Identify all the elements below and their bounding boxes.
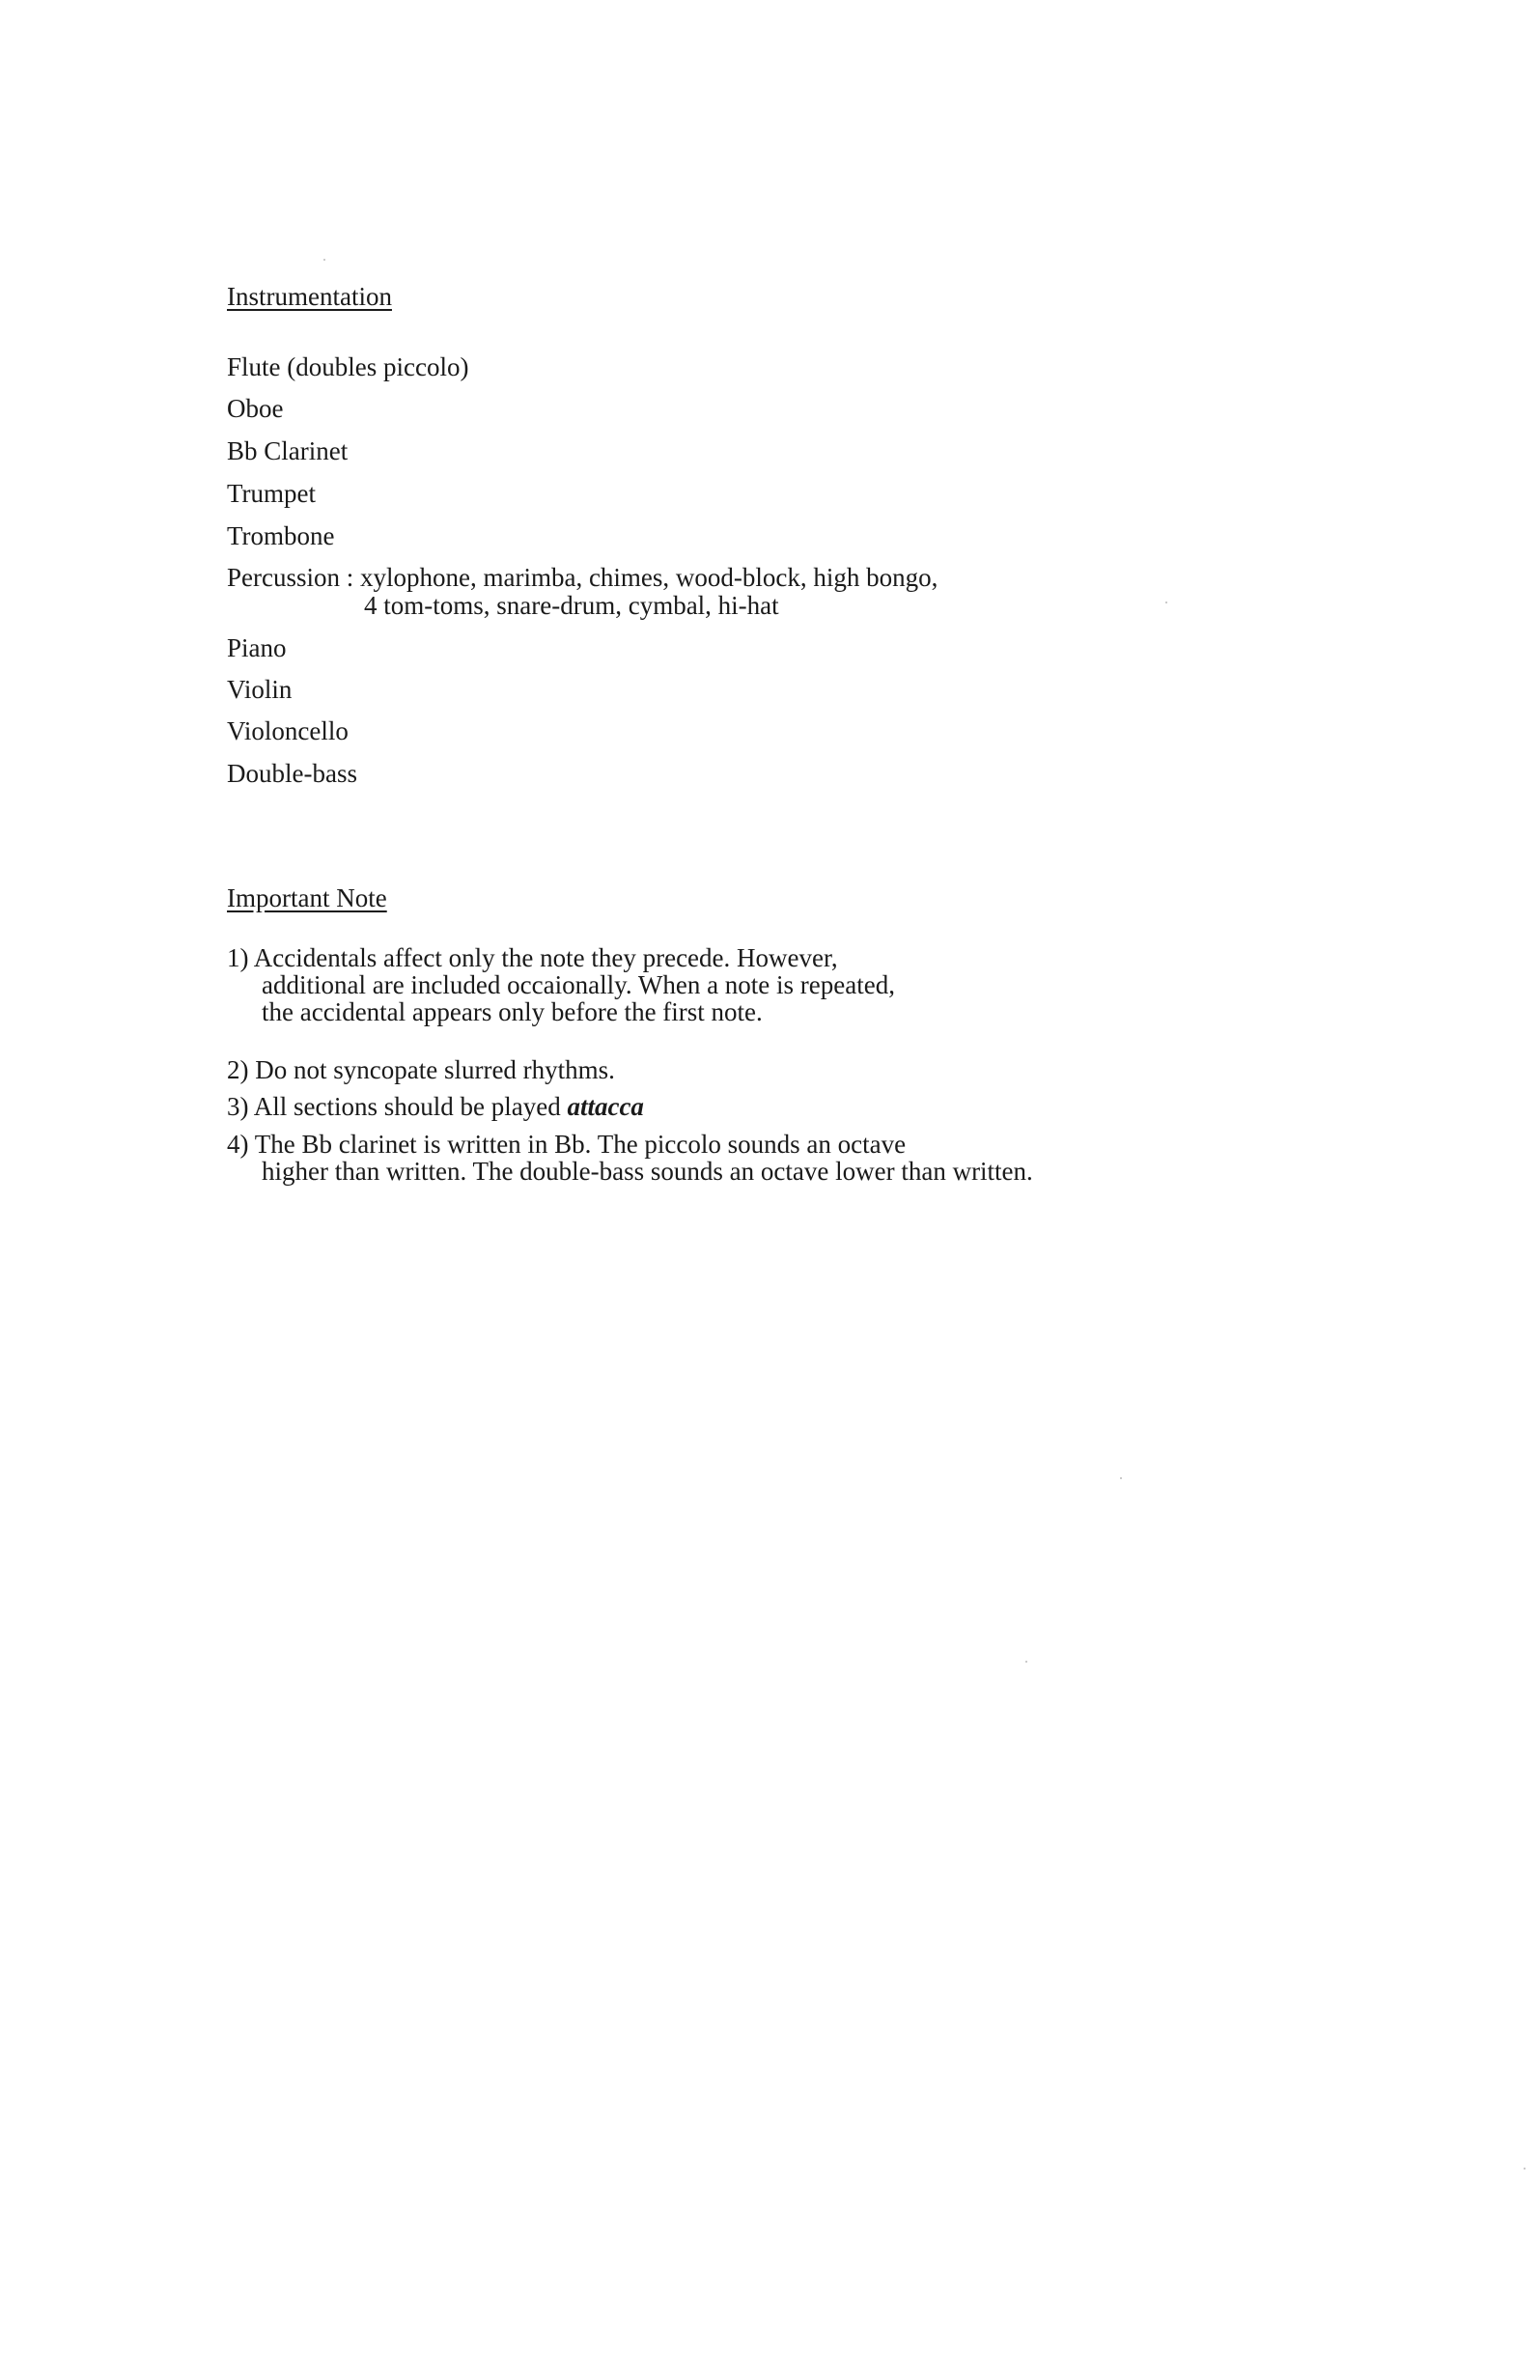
- instrument-double-bass: Double-bass: [227, 759, 357, 788]
- instrument-violoncello: Violoncello: [227, 716, 349, 745]
- instrument-violin: Violin: [227, 675, 293, 704]
- note-4-line-1: 4) The Bb clarinet is written in Bb. The piccolo sounds an octave: [227, 1130, 907, 1159]
- note-1-line-1: 1) Accidentals affect only the note they precede. However,: [227, 943, 838, 972]
- scan-speck: [323, 259, 325, 261]
- instrument-trumpet: Trumpet: [227, 479, 317, 508]
- note-4-line-2: higher than written. The double-bass sounds an octave lower than written.: [262, 1157, 1033, 1186]
- instrument-piano: Piano: [227, 633, 287, 662]
- note-1-line-3: the accidental appears only before the first note.: [262, 997, 763, 1026]
- scan-speck: [1025, 1661, 1027, 1663]
- instrument-percussion: Percussion : xylophone, marimba, chimes, wood-block, high bongo,: [227, 563, 938, 592]
- note-3-text: 3) All sections should be played: [227, 1092, 568, 1121]
- note-3-attacca: attacca: [567, 1092, 644, 1121]
- scan-speck: [1165, 602, 1167, 603]
- instrument-bb-clarinet: Bb Clarinet: [227, 436, 349, 465]
- note-2: 2) Do not syncopate slurred rhythms.: [227, 1055, 615, 1084]
- instrument-flute: Flute (doubles piccolo): [227, 352, 469, 381]
- instrument-percussion-continued: 4 tom-toms, snare-drum, cymbal, hi-hat: [364, 591, 779, 620]
- note-1-line-2: additional are included occaionally. When a note is repeated,: [262, 970, 895, 999]
- instrument-oboe: Oboe: [227, 394, 284, 423]
- scan-speck: [1524, 2168, 1526, 2170]
- important-note-heading: Important Note: [227, 883, 387, 912]
- instrumentation-heading: Instrumentation: [227, 282, 392, 311]
- instrument-trombone: Trombone: [227, 521, 335, 550]
- scan-speck: [1120, 1477, 1122, 1479]
- note-3: [227, 1092, 644, 1122]
